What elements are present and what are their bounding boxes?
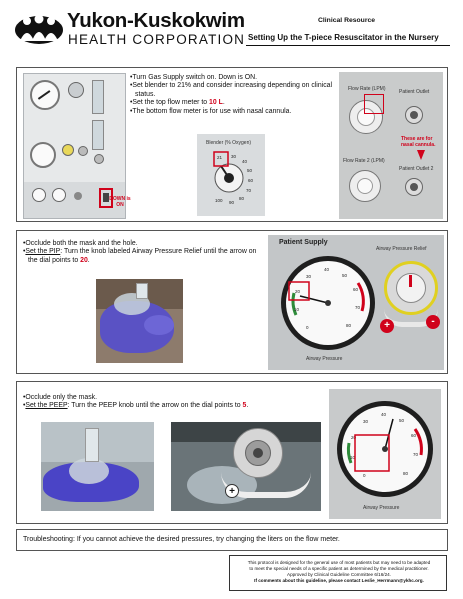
pip-tick-70: 70 [355,305,361,310]
section-gas-supply [16,67,448,222]
airway-pressure-label: Airway Pressure [306,356,343,362]
flow-meter-photo [339,72,443,219]
resource-label: Clinical Resource [318,17,376,24]
nasal-cannula-note: These are for nasal cannula. [401,136,436,148]
org-name: Yukon-Kuskokwim [67,9,245,32]
footer-line-2: to meet the special needs of a specific patient as determined by the medical practitioner. [249,566,429,572]
patient-supply-label: Patient Supply [279,239,328,246]
peep-gauge-photo [329,389,441,519]
blender-tick-80: 80 [239,196,245,201]
pip-tick-20: 20 [295,289,301,294]
hand-mask-photo [96,279,183,363]
blender-tick-21: 21 [217,155,223,160]
pip-tick-0: 0 [306,325,309,330]
occlude-mask-photo [41,422,154,511]
pip-value: 20 [80,256,88,264]
patient-outlet-label: Patient Outlet [399,89,430,95]
peep-tick-0: 0 [363,473,366,478]
pip-tick-50: 50 [342,273,348,278]
pip-tick-80: 80 [346,323,352,328]
peep-tick-30: 30 [363,419,369,424]
flow-rate-1-label: Flow Rate (LPM) [348,86,386,92]
instruction-bottom-flow: • The bottom flow meter is for use with nasal cannula. [130,108,335,116]
minus-badge: - [426,315,440,329]
pip-tick-10: 10 [294,307,300,312]
peep-tick-80: 80 [403,471,409,476]
peep-tick-60: 60 [411,433,417,438]
blender-tick-70: 70 [246,188,252,193]
pip-tick-40: 40 [324,267,330,272]
peep-value: 5 [242,402,247,410]
peep-tick-40: 40 [381,412,387,417]
ykhc-logo [14,11,64,45]
nasal-arrow-icon [417,150,425,160]
instruction-blender: • Set blender to 21% and consider increasing depending on clinical status. [130,82,335,99]
blender-tick-50: 50 [247,168,253,173]
peep-instructions [23,394,313,411]
instruction-occlude-both: • Occlude both the mask and the hole. [23,240,263,248]
patient-outlet-2-label: Patient Outlet 2 [399,166,434,172]
plus-badge: + [380,319,394,333]
blender-tick-60: 60 [248,178,254,183]
footer-note [229,555,447,591]
peep-pressure-dial [335,399,435,499]
instruction-top-flow: • Set the top flow meter to 10 L. [130,99,335,107]
peep-tick-10: 10 [350,455,356,460]
page-title: Setting Up the T-piece Resuscitator in the Nursery [248,33,439,42]
peep-knob-photo [171,422,321,511]
flow-meter-1-highlight [364,94,384,114]
pip-gauge-photo [268,235,444,370]
section-set-pip [16,230,448,374]
troubleshooting-box [16,529,448,551]
peep-tick-50: 50 [399,418,405,423]
header [0,0,463,60]
pip-instructions [23,240,263,265]
org-subtitle: HEALTH CORPORATION [68,32,246,47]
gas-supply-instructions [130,74,335,116]
pip-pressure-dial [278,253,378,353]
instruction-occlude-mask: • Occlude only the mask. [23,394,313,402]
title-underline [246,45,450,46]
peep-tick-70: 70 [413,452,419,457]
instruction-set-pip: • Set the PIP: Turn the knob labeled Airway Pressure Relief until the arrow on the dial points to 20. [23,248,263,265]
blender-tick-30: 30 [231,154,237,159]
airway-pressure-relief-label: Airway Pressure Relief [376,246,427,252]
blender-label: Blender (% Oxygen) [206,140,252,146]
pip-tick-30: 30 [306,274,312,279]
blender-tick-90: 90 [229,200,235,205]
blender-tick-40: 40 [242,159,248,164]
instruction-set-peep: • Set the PEEP: Turn the PEEP knob until the arrow on the dial points to 5. [23,402,313,410]
footer-line-3: Approved by Clinical Guideline Committee 6/16/24. [287,572,391,578]
blender-knob-photo [197,134,265,216]
footer-contact: If comments about this guideline, please contact Leslie_Herrmann@ykhc.org. [254,578,424,584]
pip-tick-60: 60 [353,287,359,292]
top-flow-value: 10 L [209,99,223,107]
peep-airway-pressure-label: Airway Pressure [363,505,400,511]
footer-line-1: This protocol is designed for the general use of most patients but may need to be adapted [247,560,431,565]
peep-tick-20: 20 [351,435,357,440]
blender-tick-100: 100 [215,198,223,203]
flow-rate-2-label: Flow Rate 2 (LPM) [343,158,385,164]
section-set-peep [16,381,448,524]
down-is-on-label: DOWN is ON [109,196,131,208]
troubleshooting-text: Troubleshooting: If you cannot achieve the desired pressures, try changing the liters on the flow meter. [23,536,340,543]
instruction-gas-switch: • Turn Gas Supply switch on. Down is ON. [130,74,335,82]
peep-plus-badge: + [225,484,239,498]
